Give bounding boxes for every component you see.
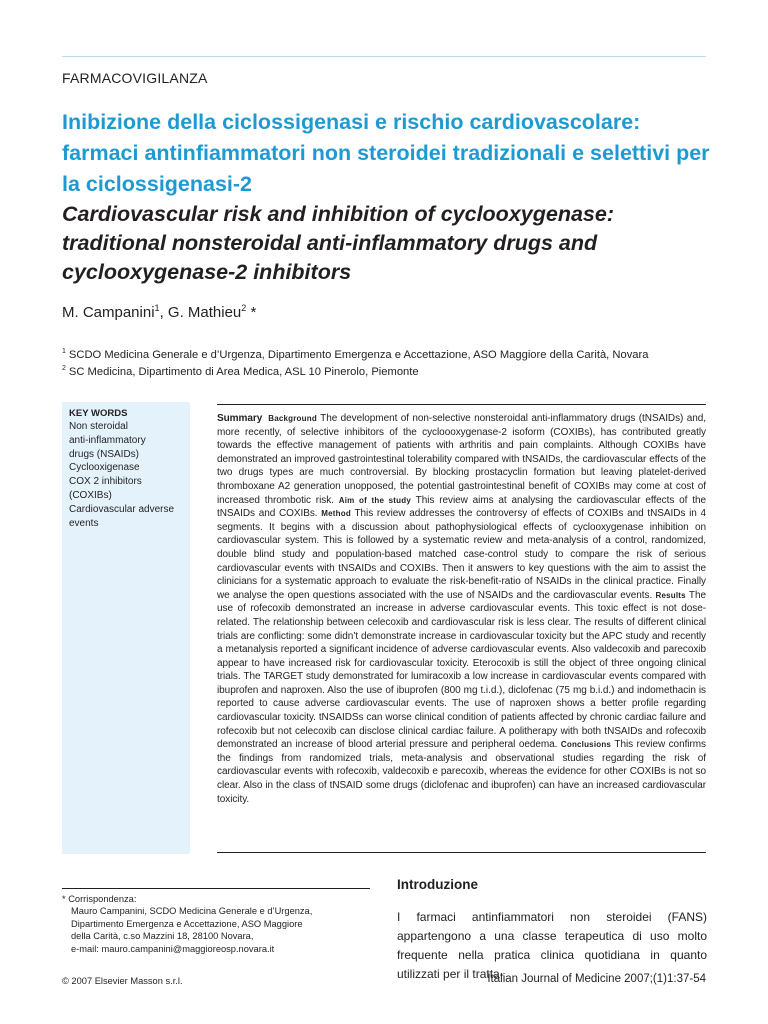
correspondence-rule bbox=[62, 888, 370, 889]
affiliation bbox=[62, 364, 722, 381]
conclusions-label: Conclusions bbox=[560, 740, 612, 750]
keyword-item: Cardiovascular adverse bbox=[69, 503, 175, 515]
copyright: © 2007 Elsevier Masson s.r.l. bbox=[62, 976, 183, 986]
results-text: The use of rofecoxib demonstrated an increase in adverse cardiovascular events. This toxic effect is not dose-related. The relationship between celecoxib and cardiovascular risk is less clear. The results of different clinical trials are conflicting: some didn’t demonstrate increase in cardiovascular toxicity but the APC study and recently a metanalysis reported a significant incidence of adverse cardiovascular events. Also valdecoxib and parecoxib appear to have increased risk for cardiovascular toxicity. Eterocoxib is still the object of three ongoing clinical trials. The TARGET study demonstrated for lumiracoxib a low increase in cardiovascular events compared with ibuprofen and naproxen. Also the use of ibuprofen (800 mg t.i.d.), diclofenac (75 mg b.i.d.) and indomethacin is reported to cause adverse cardiovascular events. The use of naproxen shows a better profile regarding cardiovascular toxicity. tNSAIDSs can worse clinical condition of patients affected by chronic cardiac failure and rofecoxib but not celecoxib can disclose clinical cardiac failure. A politherapy with both tNSAIDs and rofecoxib demonstrated an increase of blood arterial pressure and peripheral oedema. bbox=[217, 589, 706, 751]
header-rule bbox=[62, 56, 706, 57]
author-affiliation-mark: 1 bbox=[154, 303, 160, 313]
abstract-top-rule bbox=[217, 404, 706, 405]
keywords-title: KEY WORDS bbox=[69, 408, 128, 419]
method-label: Method bbox=[321, 509, 351, 519]
keyword-item: Non steroidal bbox=[69, 421, 128, 432]
keyword-item: drugs (NSAIDs) bbox=[69, 448, 140, 460]
keyword-item: (COXIBs) bbox=[69, 489, 112, 501]
author-name: M. Campanini bbox=[62, 304, 155, 321]
correspondence bbox=[62, 893, 372, 955]
author-affiliation-mark: 2 bbox=[241, 303, 247, 313]
keyword-item: Cyclooxigenase bbox=[69, 462, 140, 474]
introduction-text: I farmaci antinfiammatori non steroidei (FANS) appartengono a una classe terapeutica di uso molto frequente nella pratica clinica quotidiana in quanto utilizzati per il tratta- bbox=[397, 910, 707, 981]
correspondence-line: Mauro Campanini, SCDO Medicina Generale e d’Urgenza, bbox=[71, 906, 313, 917]
correspondence-line: Dipartimento Emergenza e Accettazione, ASO Maggiore bbox=[71, 918, 303, 929]
author-separator: , bbox=[159, 304, 168, 321]
affiliation-text: SC Medicina, Dipartimento di Area Medica, ASL 10 Pinerolo, Piemonte bbox=[68, 366, 419, 378]
abstract-bottom-rule bbox=[217, 852, 706, 853]
affiliation-number: 2 bbox=[62, 365, 66, 373]
results-label: Results bbox=[655, 590, 686, 600]
corresponding-author-mark: * bbox=[246, 304, 257, 321]
introduction-heading: Introduzione bbox=[397, 877, 478, 892]
journal-citation: Italian Journal of Medicine 2007;(1)1:37-54 bbox=[487, 973, 706, 985]
title-english: Cardiovascular risk and inhibition of cyclooxygenase: traditional nonsteroidal anti-inflammatory drugs and cyclooxygenase-2 inhibitors bbox=[62, 202, 614, 284]
affiliation-number: 1 bbox=[62, 348, 66, 356]
correspondence-email: e-mail: mauro.campanini@maggioreosp.novara.it bbox=[71, 943, 275, 954]
keyword-item: COX 2 inhibitors bbox=[69, 476, 142, 488]
affiliation bbox=[62, 347, 722, 364]
abstract bbox=[217, 412, 706, 806]
aim-label: Aim of the study bbox=[338, 495, 411, 505]
method-text: This review addresses the controversy of effects of COXIBs and tNSAIDs in 4 segments. It begins with a discussion about pathophysiological effects of cyclooxygenase inhibition on cardiovascular system. This is followed by a systematic review and meta-analysis of a control, randomized, double blind study and population-based matched case-control study to compare the risk of serious cardiovascular events with tNSAIDs and COXIBs. Then it answers to key questions with the aim to assist the clinicians for a systematic approach to evaluate the risk-benefit-ratio of NSAIDs in the clinical practice. Finally we analyse the open questions associated with the use of NSAIDs and the cardiovascular events. bbox=[217, 508, 706, 601]
affiliations bbox=[62, 347, 722, 381]
section-label: FARMACOVIGILANZA bbox=[62, 70, 208, 86]
background-text: The development of non-selective nonsteroidal anti-inflammatory drugs (tNSAIDs) and, more recently, of selective inhibitors of the cycloooxygenase-2 isoform (COXIBs), has contributed greatly towards the effective management of patients with arthritis and pain complaints. Although COXIBs have demonstrated an improved gastrointestinal tolerability compared with tNSAIDs, the cardiovascular effects of the two drugs types are much controversial. By blocking prostacyclin formation but leaving platelet-derived thromboxane A2 generation unopposed, the potential gastrointestinal benefit of COXIBs may come at cost of increased thrombotic risk. bbox=[217, 413, 706, 506]
correspondence-label: * Corrispondenza: bbox=[62, 894, 137, 904]
conclusions-text: This review confirms the findings from randomized trials, meta-analysis and observational studies regarding the risk of cardiovascular events with rofecoxib, valdecoxib e parecoxib, whereas the evidence for other COXIBs is not so clear. Also in the class of tNSAID some drugs (diclofenac and ibuprofen) can have an increased cardiovascular toxicity. bbox=[217, 739, 706, 805]
aim-text: This review aims at analysing the cardiovascular effects of the tNSAIDs and COXIBs. bbox=[217, 494, 707, 520]
affiliation-text: SCDO Medicina Generale e d’Urgenza, Dipartimento Emergenza e Accettazione, ASO Maggiore della Carità, Novara bbox=[68, 349, 649, 361]
authors bbox=[62, 304, 256, 321]
keyword-item: events bbox=[69, 517, 99, 529]
background-label: Background bbox=[268, 414, 317, 423]
keyword-item: anti-inflammatory bbox=[69, 434, 146, 446]
correspondence-line: della Carità, c.so Mazzini 18, 28100 Novara, bbox=[71, 931, 254, 942]
author-name: G. Mathieu bbox=[167, 304, 242, 321]
summary-label: Summary bbox=[217, 413, 263, 424]
keywords-box bbox=[62, 402, 190, 854]
title-italian: Inibizione della ciclossigenasi e rischio cardiovascolare: farmaci antinfiammatori non steroidei tradizionali e selettivi per la ciclossigenasi-2 bbox=[62, 110, 710, 196]
